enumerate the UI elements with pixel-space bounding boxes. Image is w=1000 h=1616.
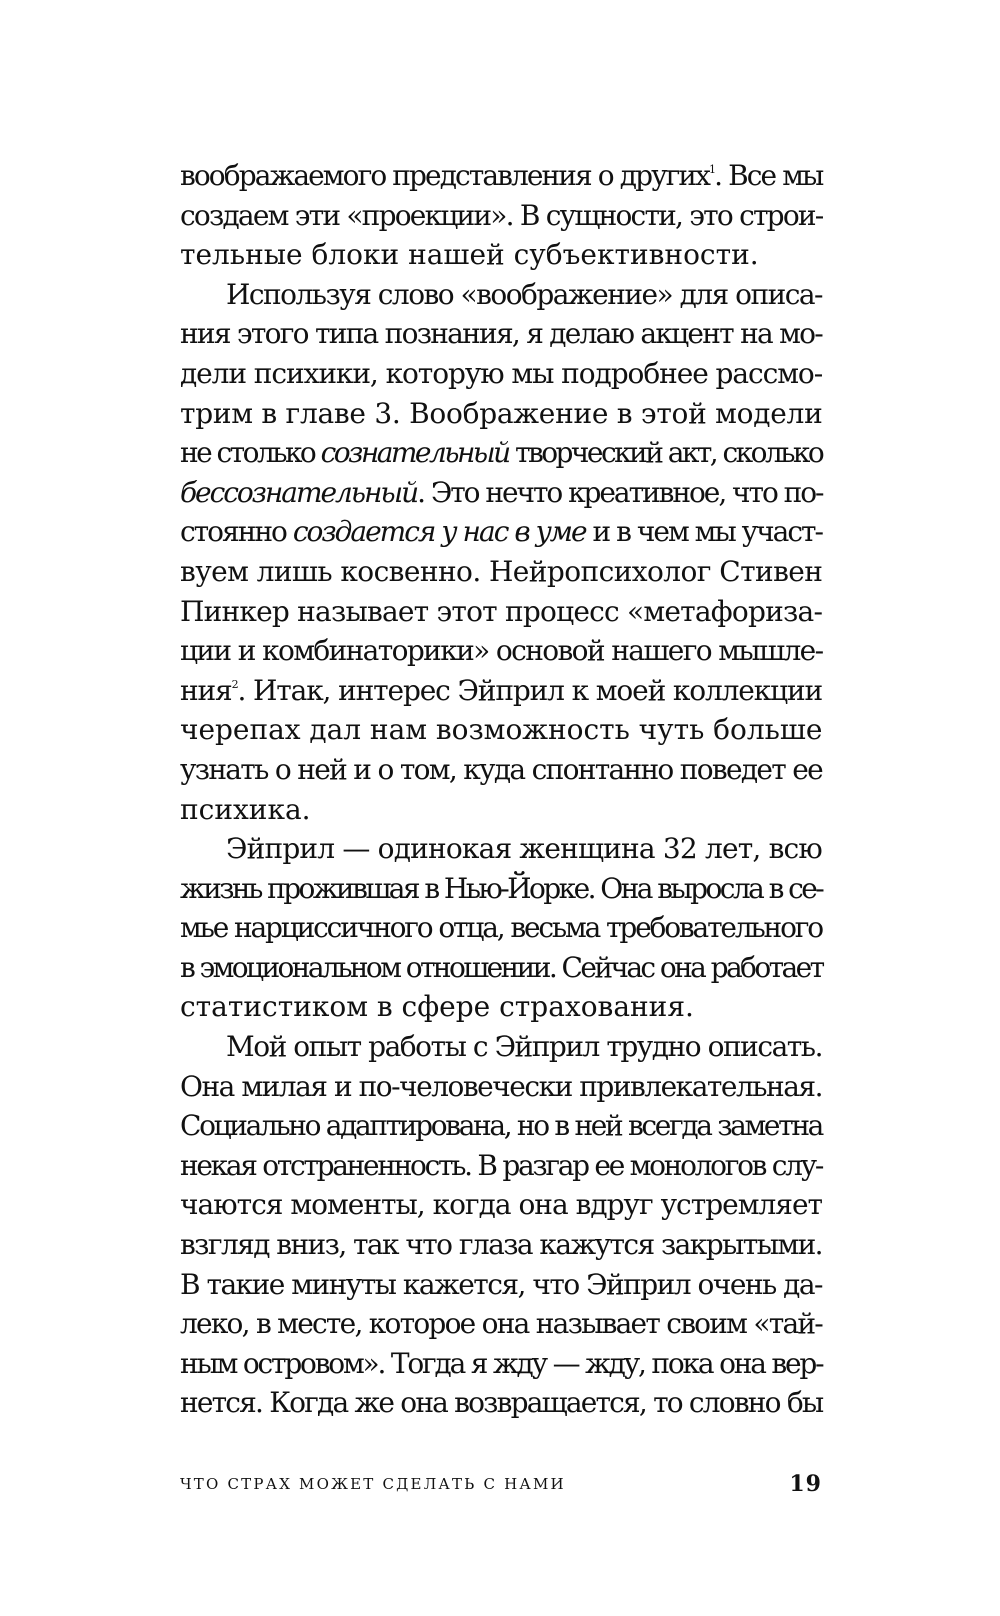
text-line [180,1225,822,1265]
text-run: вуем лишь косвенно. Нейропсихолог Стивен [180,554,823,588]
footnote-marker: 2 [231,677,238,691]
text-line [180,1067,822,1107]
text-line [180,1344,822,1384]
running-title: ЧТО СТРАХ МОЖЕТ СДЕЛАТЬ С НАМИ [180,1475,566,1493]
text-run: Эйприл — одинокая женщина 32 лет, всю [226,832,822,866]
text-run: Она милая и по-человечески привлекательная. [180,1069,822,1103]
text-line [180,275,822,315]
text-line [180,750,822,790]
text-run: ным островом». Тогда я жду — жду, пока она вер- [180,1346,823,1380]
text-run: . Это нечто креативное, что по- [417,475,823,509]
text-line [180,354,822,394]
footnote-marker: 1 [709,163,715,176]
paragraph [180,275,822,829]
text-line [180,631,822,671]
text-line [180,790,822,830]
text-run: ния [180,673,232,707]
text-run: в эмоциональном отношении. Сейчас она работает [180,950,823,984]
text-line [180,473,822,513]
text-line [180,829,822,869]
text-line [180,1185,822,1225]
text-line [180,552,822,592]
text-run: и в чем мы участ- [585,515,822,549]
paragraph [180,829,822,1027]
text-run: ции и комбинаторики» основой нашего мышле- [180,634,823,668]
text-run: Используя слово «воображение» для описа- [226,277,822,311]
emphasis: бессознательный [180,475,418,509]
text-line [180,710,822,750]
text-run: творческий акт, сколько [508,436,823,470]
text-line [180,1027,822,1067]
text-run: нется. Когда же она возвращается, то словно бы [180,1386,823,1420]
text-run: создаем эти «проекции». В сущности, это строи- [180,198,823,232]
text-run: чаются моменты, когда она вдруг устремляет [180,1188,822,1222]
emphasis: сознательный [320,436,509,470]
text-run: тельные блоки нашей субъективности. [180,238,759,272]
text-line [180,908,822,948]
text-line [180,671,822,711]
text-run: психика. [180,792,311,826]
text-line [180,512,822,552]
page-number: 19 [789,1471,822,1497]
text-run: Пинкер называет этот процесс «метафориза- [180,594,823,628]
text-run: дели психики, которую мы подробнее рассмо- [180,356,823,390]
text-run: статистиком в сфере страхования. [180,990,694,1024]
text-line [180,592,822,632]
text-line [180,196,822,236]
body-text [180,156,822,1423]
text-line [180,987,822,1027]
text-line [180,869,822,909]
paragraph [180,1027,822,1423]
emphasis: создается у нас в уме [292,515,586,549]
paragraph [180,156,822,275]
text-line [180,1106,822,1146]
text-line [180,156,822,196]
text-line [180,235,822,275]
text-run: Мой опыт работы с Эйприл трудно описать. [226,1030,822,1064]
text-run: . Итак, интерес Эйприл к моей коллекции [237,673,822,707]
text-line [180,1304,822,1344]
text-run: ния этого типа познания, я делаю акцент на мо- [180,317,822,351]
text-run: жизнь прожившая в Нью-Йорке. Она выросла в се- [180,871,823,905]
text-run: стоянно [180,515,293,549]
text-run: не столько [180,436,321,470]
text-line [180,1265,822,1305]
text-line [180,433,822,473]
text-run: некая отстраненность. В разгар ее монологов слу- [180,1148,822,1182]
text-run: черепах дал нам возможность чуть больше [180,713,823,747]
text-line [180,1146,822,1186]
text-run: Социально адаптирована, но в ней всегда заметна [180,1109,822,1143]
text-run: воображаемого представления о других [180,159,710,192]
text-run: . Все мы [714,159,823,192]
text-run: узнать о ней и о том, куда спонтанно поведет ее [180,752,822,786]
text-line [180,948,822,988]
text-run: В такие минуты кажется, что Эйприл очень да- [180,1267,822,1301]
text-line [180,394,822,434]
text-run: леко, в месте, которое она называет своим «тай- [180,1307,822,1341]
text-run: трим в главе 3. Воображение в этой модели [180,396,823,430]
text-run: взгляд вниз, так что глаза кажутся закрытыми. [180,1228,822,1262]
running-footer [180,1471,822,1501]
text-line [180,314,822,354]
text-run: мье нарциссичного отца, весьма требовательного [180,911,822,945]
text-line [180,1383,822,1423]
